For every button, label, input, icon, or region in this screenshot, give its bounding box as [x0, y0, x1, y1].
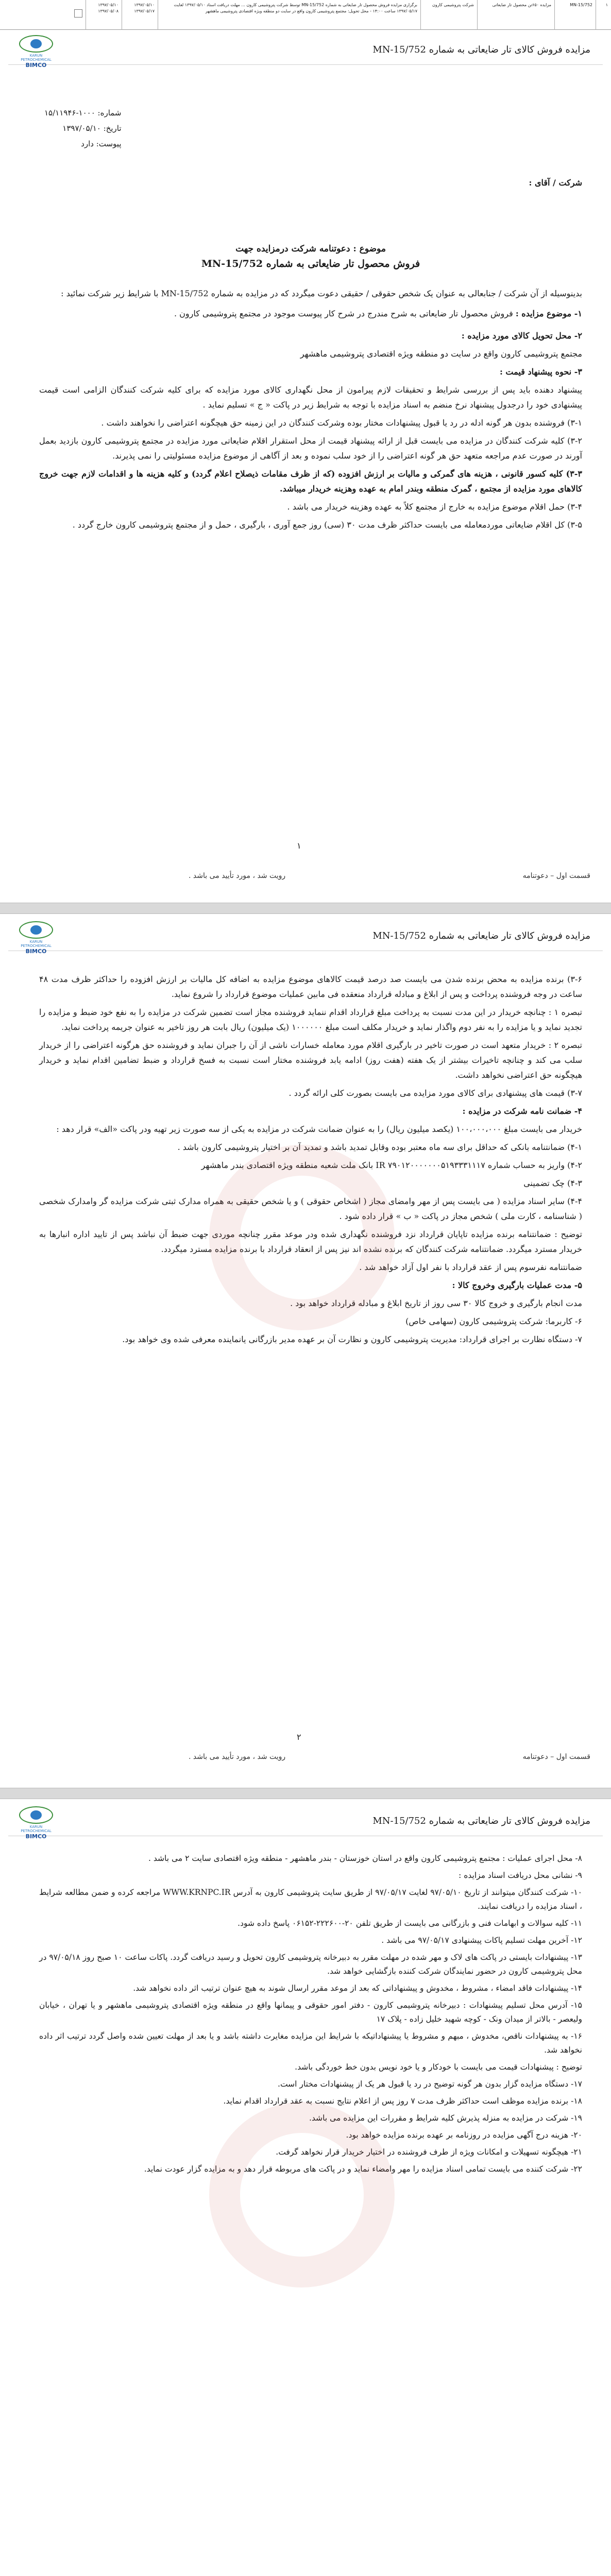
intro-paragraph: بدینوسیله از آن شرکت / جنابعالی به عنوان یک شخص حقوقی / حقیقی دعوت میگردد که در مزایده به شماره MN-15/752 با شرایط زیر شرکت نمائید :: [61, 289, 582, 298]
item-3-text: پیشنهاد دهنده باید پس از بررسی شرایط و تحقیقات لازم پیرامون از محل نگهداری کالای مورد مزایده که برای کلیه شرکت کنندگان الزامی است قیمت پیشنهادی خود را درجدول پیشنهاد نرخ منضم به اسناد مزایده با توجه به شرایط زیر در پاکت « ج » تسلیم نماید .: [39, 385, 582, 410]
letter-reference: [39, 105, 582, 155]
item-4-note: ۴-۴) سایر اسناد مزایده ( می بایست پس از مهر وامضای مجاز ( اشخاص حقوقی ) و یا شخص حقیقی به همراه مدارک ثبتی شرکت مزایده گر وامدارک شخصی ( شناسنامه ، کارت ملی ) شخص مجاز در پاکت « ب » قرار داده شود .: [39, 1196, 582, 1221]
item-6: ۶- کاربرما: شرکت پتروشیمی کارون (سهامی خاص): [405, 1316, 582, 1326]
logo-text: BIMCO: [25, 62, 47, 69]
item-12: ۱۲- آخرین مهلت تسلیم پاکات پیشنهادی ۹۷/۰۵/۱۷ می باشد .: [381, 1936, 582, 1945]
item-11: ۱۱- کلیه سوالات و ابهامات فنی و بازرگانی می بایست از طریق تلفن ۲۰-۲۲۲۶۰۰-۰۶۱۵۲ پاسخ داده شود.: [237, 1919, 582, 1928]
logo-caption: KARUN PETROCHEMICAL: [21, 1825, 52, 1833]
date-1: ۱۳۹۷/۰۵/۱۰: [134, 3, 155, 7]
item-16-note: توضیح : پیشنهادات قیمت می بایست با خودکار و یا خود نویس بدون خط خوردگی باشد.: [295, 2062, 582, 2072]
document-title: مزایده فروش کالای تار ضایعاتی به شماره MN-15/752: [372, 44, 590, 55]
attachment-icon[interactable]: [74, 9, 82, 18]
footer-section: قسمت اول – دعوتنامه: [522, 1753, 590, 1761]
logo-emblem-icon: [19, 1806, 53, 1824]
item-9: ۹- نشانی محل دریافت اسناد مزایده :: [459, 1871, 582, 1880]
item-18: ۱۸- برنده مزایده موظف است حداکثر ظرف مدت ۷ روز پس از اعلام نتایج نسبت به عقد قرارداد اقدام نماید.: [223, 2096, 582, 2106]
item-3-3: ۳-۳) کلیه کسور قانونی ، هزینه های گمرکی و مالیات بر ارزش افزوده (که از ظرف مقامات ذیصلاح اعلام گردد) و کلیه هزینه ها و اقدامات لازم جهت خروج کالاهای مورد مزایده از مجتمع ، گمرک منطقه وبندر امام به عهده وهزینه خریدار میباشد.: [39, 469, 582, 494]
logo-caption: KARUN PETROCHEMICAL: [21, 940, 52, 948]
note-2: تبصره ۲ : خریدار متعهد است در صورت تاخیر در بارگیری اقلام مورد معامله خسارات ناشی از آن را جبران نماید و فروشنده حق هرگونه اعتراضی را از خریدار سلب می کند و چنانچه تاخیرات بیشتر از یک هفته (هفت روز) ادامه یابد فروشنده مختار است نسبت به فسخ قرارداد و ضبط تضامین اقدام نماید و خریدار هیچگونه حق اعتراضی نخواهد داشت.: [39, 1040, 583, 1080]
document-title: مزایده فروش کالای تار ضایعاتی به شماره MN-15/752: [372, 1816, 590, 1826]
item-1-text: فروش محصول تار ضایعاتی به شرح مندرج در شرح کار پیوست موجود در مجتمع پتروشیمی کارون .: [174, 309, 513, 318]
reference-attachment: پیوست: دارد: [81, 139, 122, 148]
document-title: مزایده فروش کالای تار ضایعاتی به شماره MN-15/752: [372, 930, 590, 941]
logo-text: BIMCO: [25, 1833, 47, 1840]
tender-dates-b: [86, 0, 122, 30]
tender-company: شرکت پتروشیمی کارون: [420, 0, 477, 30]
item-20: ۲۰- هزینه درج آگهی مزایده در روزنامه بر عهده برنده مزایده خواهد بود.: [346, 2130, 582, 2140]
item-3-7: ۳-۷) قیمت های پیشنهادی برای کالای مورد مزایده می بایست بصورت کلی ارائه گردد .: [288, 1088, 582, 1098]
date-3: ۱۳۹۷/۰۵/۱۰: [98, 3, 118, 7]
item-3-5: ۳-۵) کل اقلام ضایعاتی موردمعامله می بایست حداکثر ظرف مدت ۳۰ (سی) روز جمع آوری ، بارگیری ، حمل و از مجتمع پتروشیمی کارون خارج گردد .: [72, 520, 582, 530]
item-19: ۱۹- شرکت در مزایده به منزله پذیرش کلیه شرایط و مقررات این مزایده می باشد.: [309, 2113, 582, 2123]
tender-subject[interactable]: مزایده ۶۵۰تن محصول تار ضایعاتی: [477, 0, 554, 30]
logo-text: BIMCO: [25, 948, 47, 955]
item-15: ۱۵- آدرس محل تسلیم پیشنهادات : دبیرخانه پتروشیمی کارون - دفتر امور حقوقی و پیمانها واقع در منطقه ویژه اقتصادی پتروشیمی ماهشهر و یا تهران ، خیابان ولیعصر - بالاتر از میدان ونک - کوچه شهید خلیل زاده - پلاک ۱۷: [39, 2001, 582, 2024]
item-13: ۱۳- پیشنهادات بایستی در پاکت های لاک و مهر شده در مهلت مقرر به دبیرخانه پتروشیمی کارون تحویل و رسید دریافت گردد. پاکات ساعت ۱۰ صبح روز ۹۷/۰۵/۱۸ در محل پتروشیمی کارون در حضور نمایندگان شرکت کننده بازگشایی خواهد شد.: [39, 1953, 582, 1976]
item-8: ۸- محل اجرای عملیات : مجتمع پتروشیمی کارون واقع در استان خوزستان - بندر ماهشهر - منطقه ویژه اقتصادی سایت ۲ می باشد .: [148, 1854, 582, 1863]
note-1: تبصره ۱ : چنانچه خریدار در این مدت نسبت به پرداخت مبلغ قرارداد اقدام ننماید فروشنده مجاز است تضمین شرکت در مزایده را به نفع خود ضبط و مزایده را تجدید نماید و یا مزایده را به نفر دوم واگذار نماید و خریدار مکلف است مبلغ ۱۰۰۰۰۰۰ (یک میلیون) ریال بابت هر روز تاخیر به عنوان جریمه پرداخت نماید.: [39, 1007, 582, 1032]
tender-info-table: [0, 0, 611, 30]
page-3-header: [8, 1803, 603, 1840]
item-10[interactable]: ۱۰- شرکت کنندگان میتوانند از تاریخ ۹۷/۰۵/۱۰ لغایت ۹۷/۰۵/۱۷ از طریق سایت پتروشیمی کارون به آدرس WWW.KRNPC.IR مراجعه کرده و ضمن مطالعه شرایط ، اسناد مزایده را دریافت نمایند.: [39, 1888, 582, 1911]
item-3-4: ۳-۴) حمل اقلام موضوع مزایده به خارج از مجتمع کلاً به عهده وهزینه خریدار می باشد .: [287, 502, 582, 512]
page-2: [8, 918, 603, 1784]
row-number: ۱: [596, 0, 611, 30]
page-1: [8, 32, 603, 899]
item-3-6: ۳-۶) برنده مزایده به محض برنده شدن می بایست صد درصد قیمت کالاهای موضوع مزایده به اضافه کل مالیات بر ارزش افزوده را حداکثر ظرف مدت ۴۸ ساعت در وجه فروشنده پرداخت و پس از ابلاغ و مبادله قرارداد منعقده فی مابین عملیات موضوع قرارداد را شروع نماید.: [39, 974, 583, 999]
item-2-text: مجتمع پتروشیمی کارون واقع در سایت دو منطقه ویژه اقتصادی پتروشیمی ماهشهر: [300, 349, 582, 359]
page-2-header: [8, 918, 603, 955]
company-logo: [18, 1806, 55, 1840]
item-5-title: ۵- مدت عملیات بارگیری وخروج کالا :: [452, 1280, 582, 1290]
footer-approval: رویت شد ، مورد تأیید می باشد .: [189, 1753, 286, 1761]
item-5-text: مدت انجام بارگیری و خروج کالا ۳۰ سی روز از تاریخ ابلاغ و مبادله قرارداد خواهد بود .: [290, 1298, 582, 1308]
item-4-3: ۴-۳) چک تضمینی: [523, 1178, 582, 1188]
page-number-1: ۱: [297, 841, 301, 851]
tender-actions: [0, 0, 86, 30]
letter-subject: [39, 242, 582, 272]
item-1: [39, 306, 582, 321]
item-2-title: ۲- محل تحویل کالای مورد مزایده :: [461, 331, 582, 341]
page-break-2: [0, 1788, 611, 1799]
logo-caption: KARUN PETROCHEMICAL: [21, 54, 52, 62]
item-21: ۲۱- هیچگونه تسهیلات و امکانات ویژه از طرف فروشنده در اختیار خریدار قرار نخواهد گرفت.: [276, 2147, 582, 2157]
tender-number: MN-15/752: [554, 0, 596, 30]
item-4-text: خریدار می بایست مبلغ ۱۰۰،۰۰۰،۰۰۰ (یکصد میلیون ریال) را به عنوان ضمانت شرکت در مزایده به یکی از سه صورت زیر تهیه ودر پاکت «الف» قرار دهد :: [56, 1124, 582, 1134]
page-break-1: [0, 903, 611, 914]
reference-number: شماره: ۱۰۰۰-۱۵/۱۱۹۴۶: [44, 108, 122, 117]
page-3: [8, 1803, 603, 2576]
footer-approval: رویت شد ، مورد تأیید می باشد .: [189, 872, 286, 880]
logo-emblem-icon: [19, 35, 53, 53]
item-14: ۱۴- پیشنهادات فاقد امضاء ، مشروط ، مخدوش و پیشنهاداتی که بعد از موعد مقرر ارسال شوند به هیچ عنوان ترتیب اثر داده نخواهد شد.: [133, 1984, 582, 1993]
date-2: ۱۳۹۷/۰۵/۱۷: [134, 9, 155, 13]
item-3-1: ۳-۱) فروشنده بدون هر گونه ادله در رد یا قبول پیشنهادات مختار بوده وشرکت کنندگان در این زمینه حق هیچگونه اعتراضی را نخواهند داشت .: [101, 418, 582, 428]
company-logo: [18, 921, 55, 955]
item-22: ۲۲- شرکت کننده می بایست تمامی اسناد مزایده را مهر وامضاء نماید و در پاکت های مربوطه قرار دهد و به مزایده گزار عودت نماید.: [144, 2164, 582, 2174]
subject-line-1: موضوع : دعوتنامه شرکت درمزایده جهت: [235, 244, 386, 254]
reference-date: تاریخ: ۱۳۹۷/۰۵/۱۰: [62, 124, 122, 133]
addressee: شرکت / آقای :: [529, 178, 582, 188]
page-number-2: ۲: [297, 1732, 301, 1742]
explanation-2: ضمانتنامه نفرسوم پس از عقد قرارداد با نفر اول آزاد خواهد شد .: [359, 1262, 582, 1272]
footer-section: قسمت اول – دعوتنامه: [522, 872, 590, 880]
item-16: ۱۶- به پیشنهادات ناقص، مخدوش ، مبهم و مشروط یا پیشنهاداتیکه با شرایط این مزایده مغایرت داشته باشد و یا بعد از مهلت تعیین شده واصل گردد ترتیب اثر داده نخواهد شد.: [39, 2031, 582, 2055]
tender-dates-a: [122, 0, 158, 30]
item-7: ۷- دستگاه نظارت بر اجرای قرارداد: مدیریت پتروشیمی کارون و نظارت آن بر عهده مدیر بازرگانی یانماینده معرفی شده وی خواهد بود.: [122, 1334, 582, 1344]
tender-description: برگزاری مزایده فروش محصول تار ضایعاتی به شماره MN-15/752 توسط شرکت پتروشیمی کارون ... مهلت دریافت اسناد ۱۳۹۷/۰۵/۱۰ لغایت ۱۳۹۷/۰۵/۱۷ ساعت ۱۴:۰۰ - محل تحویل: مجتمع پتروشیمی کارون واقع در سایت دو منطقه ویژه اقتصادی پتروشیمی ماهشهر: [158, 0, 420, 30]
explanation: توضیح : ضمانتنامه برنده مزایده تاپایان قرارداد نزد فروشنده نگهداری شده ودر موعد مقرر چنانچه موردی جهت ضبط آن نباشد پس از تایید اداره انبارها به خریدار مسترد میگردد. ضمانتنامه شرکت کنندگان که برنده نشده اند نیز پس از انعقاد قرارداد با برنده مزایده مسترد میگردد.: [39, 1229, 582, 1254]
item-4-2: ۴-۲) واریز به حساب شماره ۷۹۰۱۲۰۰۰۰۰۰۰۵۱۹۳۳۳۱۱۱۷ IR بانک ملت شعبه منطقه ویژه اقتصادی بندر ماهشهر: [201, 1160, 582, 1170]
subject-line-2: فروش محصول تار ضایعاتی به شماره MN-15/752: [201, 258, 420, 269]
item-4-title: ۴- ضمانت نامه شرکت در مزایده :: [462, 1106, 582, 1116]
page-1-header: [8, 32, 603, 69]
date-4: ۱۳۹۷/۰۵/۰۸: [98, 9, 118, 13]
item-4-1: ۴-۱) ضمانتنامه بانکی که حداقل برای سه ماه معتبر بوده وقابل تمدید باشد و تمدید آن بر اختیار پتروشیمی کارون باشد .: [177, 1142, 582, 1152]
company-logo: [18, 35, 55, 69]
item-1-title: ۱- موضوع مزایده :: [515, 309, 582, 318]
item-17: ۱۷- دستگاه مزایده گزار بدون هر گونه توضیح در رد یا قبول هر یک از پیشنهادات مختار است.: [278, 2079, 582, 2089]
logo-emblem-icon: [19, 921, 53, 939]
item-3-2: ۳-۲) کلیه شرکت کنندگان در مزایده می بایست قبل از ارائه پیشنهاد قیمت از محل استقرار اقلام ضایعاتی مورد مزایده در مجتمع پتروشیمی کارون بازدید بعمل آورند در صورت عدم مراجعه متعهد حق هر گونه اعتراضی را از خود سلب نموده و بعد از آگاهی از موضوع مزایده مسئولیتی را نمی پذیرند.: [39, 436, 582, 461]
item-3-title: ۳- نحوه پیشنهاد قیمت :: [499, 367, 582, 377]
